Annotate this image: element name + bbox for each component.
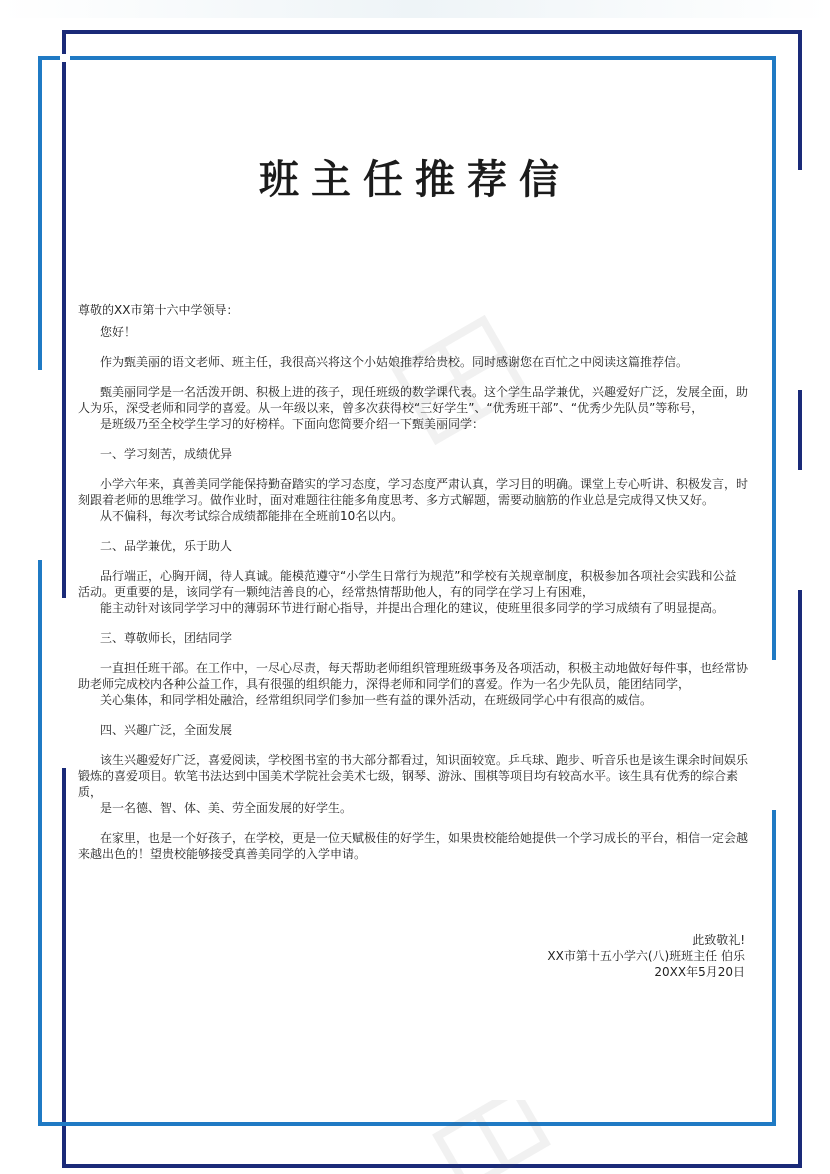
- letter-body: [78, 302, 748, 862]
- paragraph-study-2: 从不偏科，每次考试综合成绩都能排在全班前10名以内。: [100, 509, 404, 523]
- section-heading-character: 二、品学兼优，乐于助人: [100, 539, 233, 553]
- frame-gap: [36, 370, 44, 560]
- frame-gap: [796, 470, 806, 590]
- paragraph-overview-1: 甄美丽同学是一名活泼开朗、积极上进的孩子，现任班级的数学课代表。这个学生品学兼优，兴趣爱好广泛，发展全面，助人为乐，深受老师和同学的喜爱。从一年级以来，曾多次获得校“三好学生”、“优秀班干部”、“优秀少先队员”等称号，: [78, 385, 749, 415]
- greeting: 您好！: [100, 325, 137, 339]
- signature-block: [547, 932, 745, 980]
- top-band: [0, 0, 830, 18]
- paragraph-respect-2: 关心集体，和同学相处融洽，经常组织同学们参加一些有益的课外活动，在班级同学心中有很高的威信。: [100, 693, 653, 707]
- section-heading-respect: 三、尊敬师长，团结同学: [100, 631, 233, 645]
- section-heading-interests: 四、兴趣广泛，全面发展: [100, 723, 233, 737]
- paragraph-respect-1: 一直担任班干部。在工作中，一尽心尽责，每天帮助老师组织管理班级事务及各项活动，积极主动地做好每件事，也经常协助老师完成校内各种公益工作，具有很强的组织能力，深得老师和同学们的喜爱。作为一名少先队员，能团结同学，: [78, 661, 749, 691]
- paragraph-character-2: 能主动针对该同学学习中的薄弱环节进行耐心指导，并提出合理化的建议，使班里很多同学的学习成绩有了明显提高。: [100, 601, 725, 615]
- paragraph-closing: 在家里，也是一个好孩子，在学校，更是一位天赋极佳的好学生，如果贵校能给她提供一个学习成长的平台，相信一定会越来越出色的！望贵校能够接受真善美同学的入学申请。: [78, 831, 749, 861]
- paragraph-interests-2: 是一名德、智、体、美、劳全面发展的好学生。: [100, 801, 353, 815]
- paragraph-intro: 作为甄美丽的语文老师、班主任，我很高兴将这个小姑娘推荐给贵校。同时感谢您在百忙之中阅读这篇推荐信。: [100, 355, 689, 369]
- frame-gap: [60, 54, 70, 62]
- signer-text: XX市第十五小学六(八)班班主任 伯乐: [547, 949, 745, 963]
- document-title: 班主任推荐信: [259, 157, 571, 203]
- frame-gap: [60, 598, 68, 768]
- salutation: 尊敬的XX市第十六中学领导：: [78, 303, 239, 317]
- paragraph-interests-1: 该生兴趣爱好广泛，喜爱阅读，学校图书室的书大部分都看过，知识面较宽。乒乓球、跑步、听音乐也是该生课余时间娱乐锻炼的喜爱项目。软笔书法达到中国美术学院社会美术七级，钢琴、游泳、围棋等项目均有较高水平。该生具有优秀的综合素质，: [78, 753, 749, 799]
- paragraph-overview-2: 是班级乃至全校学生学习的好榜样。下面向您简要介绍一下甄美丽同学：: [100, 417, 485, 431]
- frame-gap: [770, 660, 780, 810]
- date-text: 20XX年5月20日: [654, 965, 745, 979]
- paragraph-character-1: 品行端正，心胸开阔，待人真诚。能模范遵守“小学生日常行为规范”和学校有关规章制度，积极参加各项社会实践和公益活动。更重要的是，该同学有一颗纯洁善良的心，经常热情帮助他人，有的同学在学习上有困难，: [78, 569, 737, 599]
- paragraph-study-1: 小学六年来，真善美同学能保持勤奋踏实的学习态度，学习态度严肃认真，学习目的明确。课堂上专心听讲、积极发言，时刻跟着老师的思维学习。做作业时，面对难题往往能多角度思考、多方式解题，需要动脑筋的作业总是完成得又快又好。: [78, 477, 749, 507]
- section-heading-study: 一、学习刻苦，成绩优异: [100, 447, 233, 461]
- regards-text: 此致敬礼!: [692, 933, 745, 947]
